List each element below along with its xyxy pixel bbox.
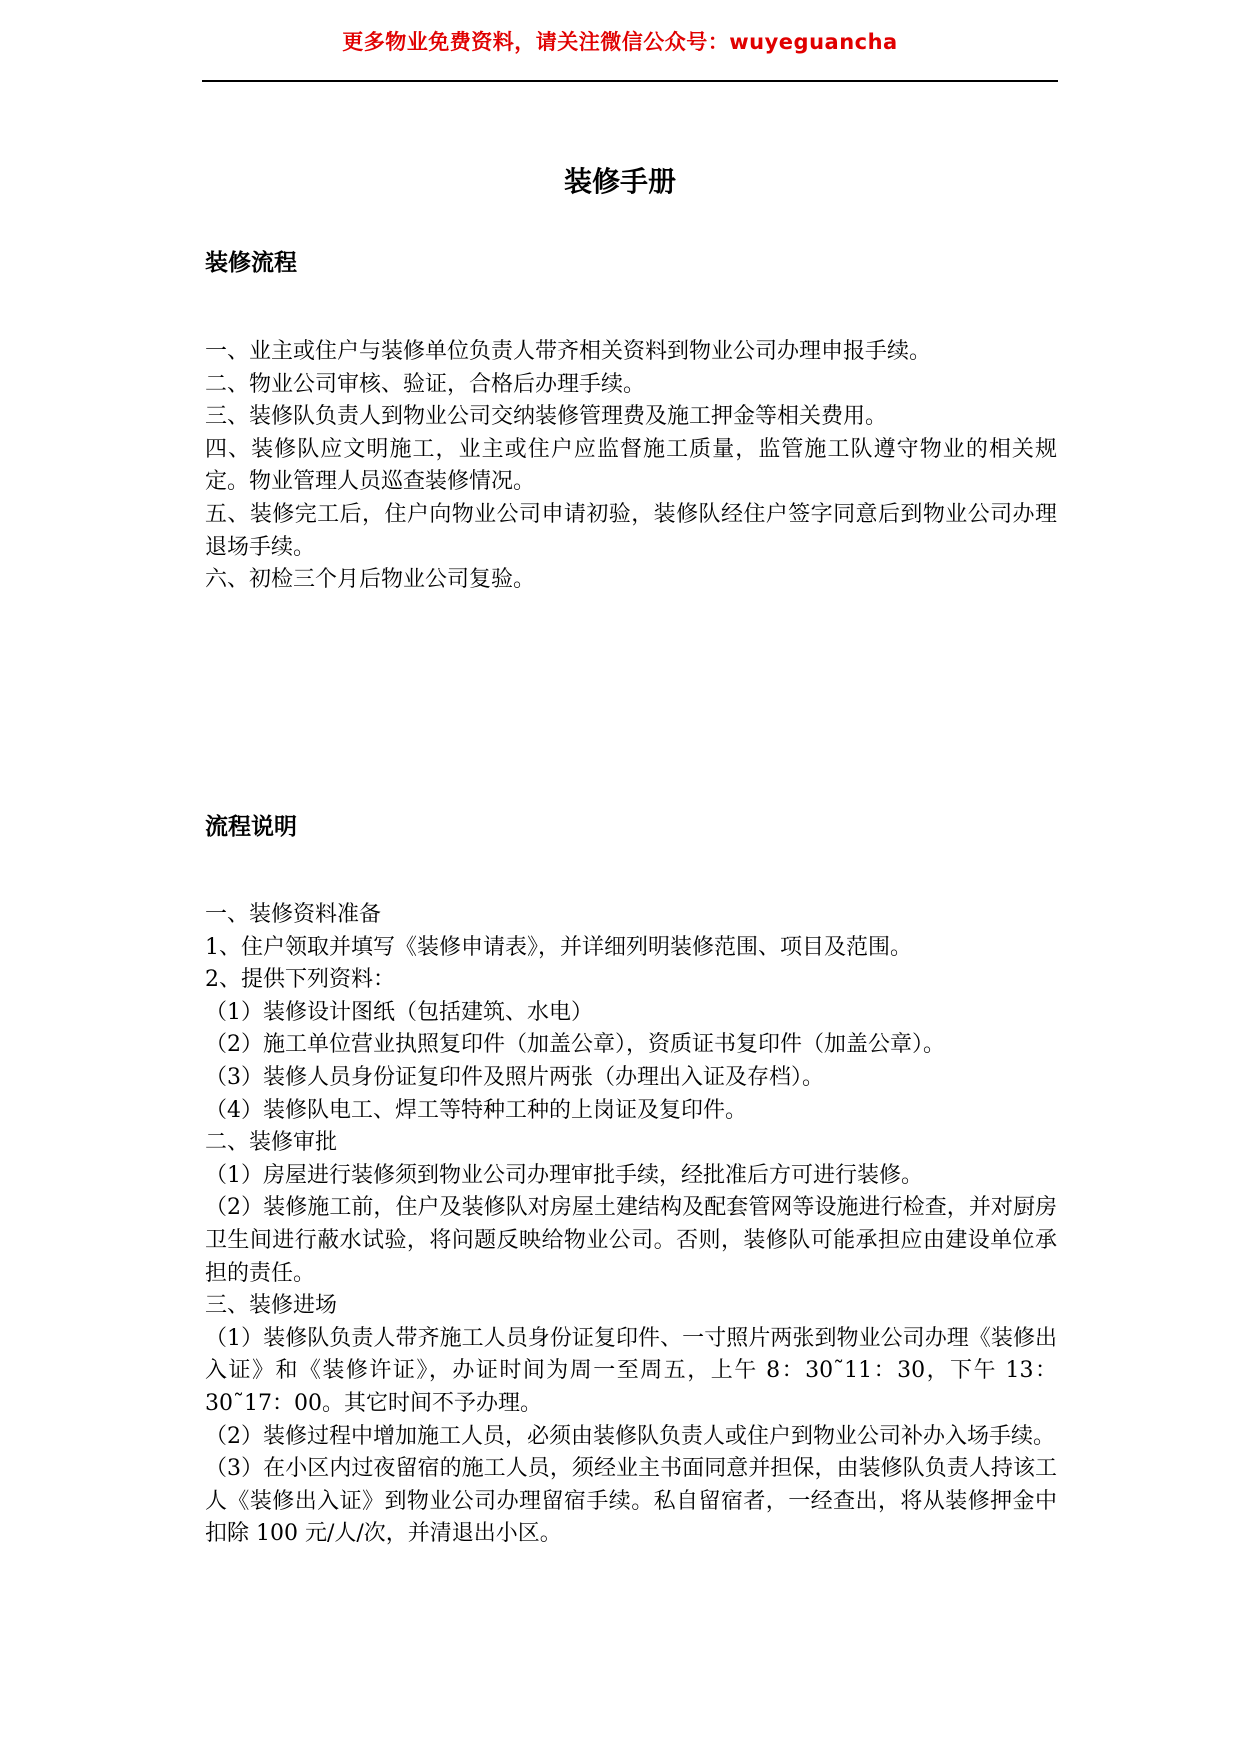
paragraph: 三、装修进场 xyxy=(205,1293,338,1319)
header-divider xyxy=(202,80,1058,82)
paragraph: 一、业主或住户与装修单位负责人带齐相关资料到物业公司办理申报手续。 xyxy=(205,339,932,364)
paragraph: 1、住户领取并填写《装修申请表》，并详细列明装修范围、项目及范围。 xyxy=(205,934,912,960)
header-banner: 更多物业免费资料，请关注微信公众号：wuyeguancha xyxy=(342,30,898,54)
process-steps xyxy=(205,336,1057,597)
paragraph: 三、装修队负责人到物业公司交纳装修管理费及施工押金等相关费用。 xyxy=(205,404,888,430)
paragraph: 六、初检三个月后物业公司复验。 xyxy=(205,567,536,593)
process-explanation xyxy=(205,899,1057,1551)
section-heading-process: 装修流程 xyxy=(205,250,297,276)
paragraph: 五、装修完工后，住户向物业公司申请初验，装修队经住户签字同意后到物业公司办理退场手续。 xyxy=(205,501,1057,560)
paragraph: 一、装修资料准备 xyxy=(205,902,382,927)
paragraph: 二、物业公司审核、验证，合格后办理手续。 xyxy=(205,371,646,397)
paragraph: （2）施工单位营业执照复印件（加盖公章），资质证书复印件（加盖公章）。 xyxy=(205,1032,945,1058)
document-title: 装修手册 xyxy=(563,165,676,198)
paragraph: （1）装修队负责人带齐施工人员身份证复印件、一寸照片两张到物业公司办理《装修出入证》和《装修许证》，办证时间为周一至周五，上午 8：30˜11：30，下午 13：30˜17：00。其它时间不予办理。 xyxy=(205,1325,1057,1416)
paragraph: （4）装修队电工、焊工等特种工种的上岗证及复印件。 xyxy=(205,1097,747,1123)
paragraph: （2）装修施工前，住户及装修队对房屋土建结构及配套管网等设施进行检查，并对厨房卫生间进行蔽水试验，将问题反映给物业公司。否则，装修队可能承担应由建设单位承担的责任。 xyxy=(205,1195,1057,1286)
paragraph: （3）装修人员身份证复印件及照片两张（办理出入证及存档）。 xyxy=(205,1064,824,1090)
paragraph: 四、装修队应文明施工，业主或住户应监督施工质量，监管施工队遵守物业的相关规定。物业管理人员巡查装修情况。 xyxy=(205,436,1057,495)
paragraph: 2、提供下列资料： xyxy=(205,967,395,993)
paragraph: 二、装修审批 xyxy=(205,1130,338,1156)
paragraph: （1）房屋进行装修须到物业公司办理审批手续，经批准后方可进行装修。 xyxy=(205,1162,923,1188)
paragraph: （3）在小区内过夜留宿的施工人员，须经业主书面同意并担保，由装修队负责人持该工人《装修出入证》到物业公司办理留宿手续。私自留宿者，一经查出，将从装修押金中扣除 100 元/人/次，并清退出小区。 xyxy=(205,1456,1057,1547)
paragraph: （2）装修过程中增加施工人员，必须由装修队负责人或住户到物业公司补办入场手续。 xyxy=(205,1423,1055,1449)
paragraph: （1）装修设计图纸（包括建筑、水电） xyxy=(205,999,593,1025)
section-heading-explanation: 流程说明 xyxy=(205,814,297,840)
